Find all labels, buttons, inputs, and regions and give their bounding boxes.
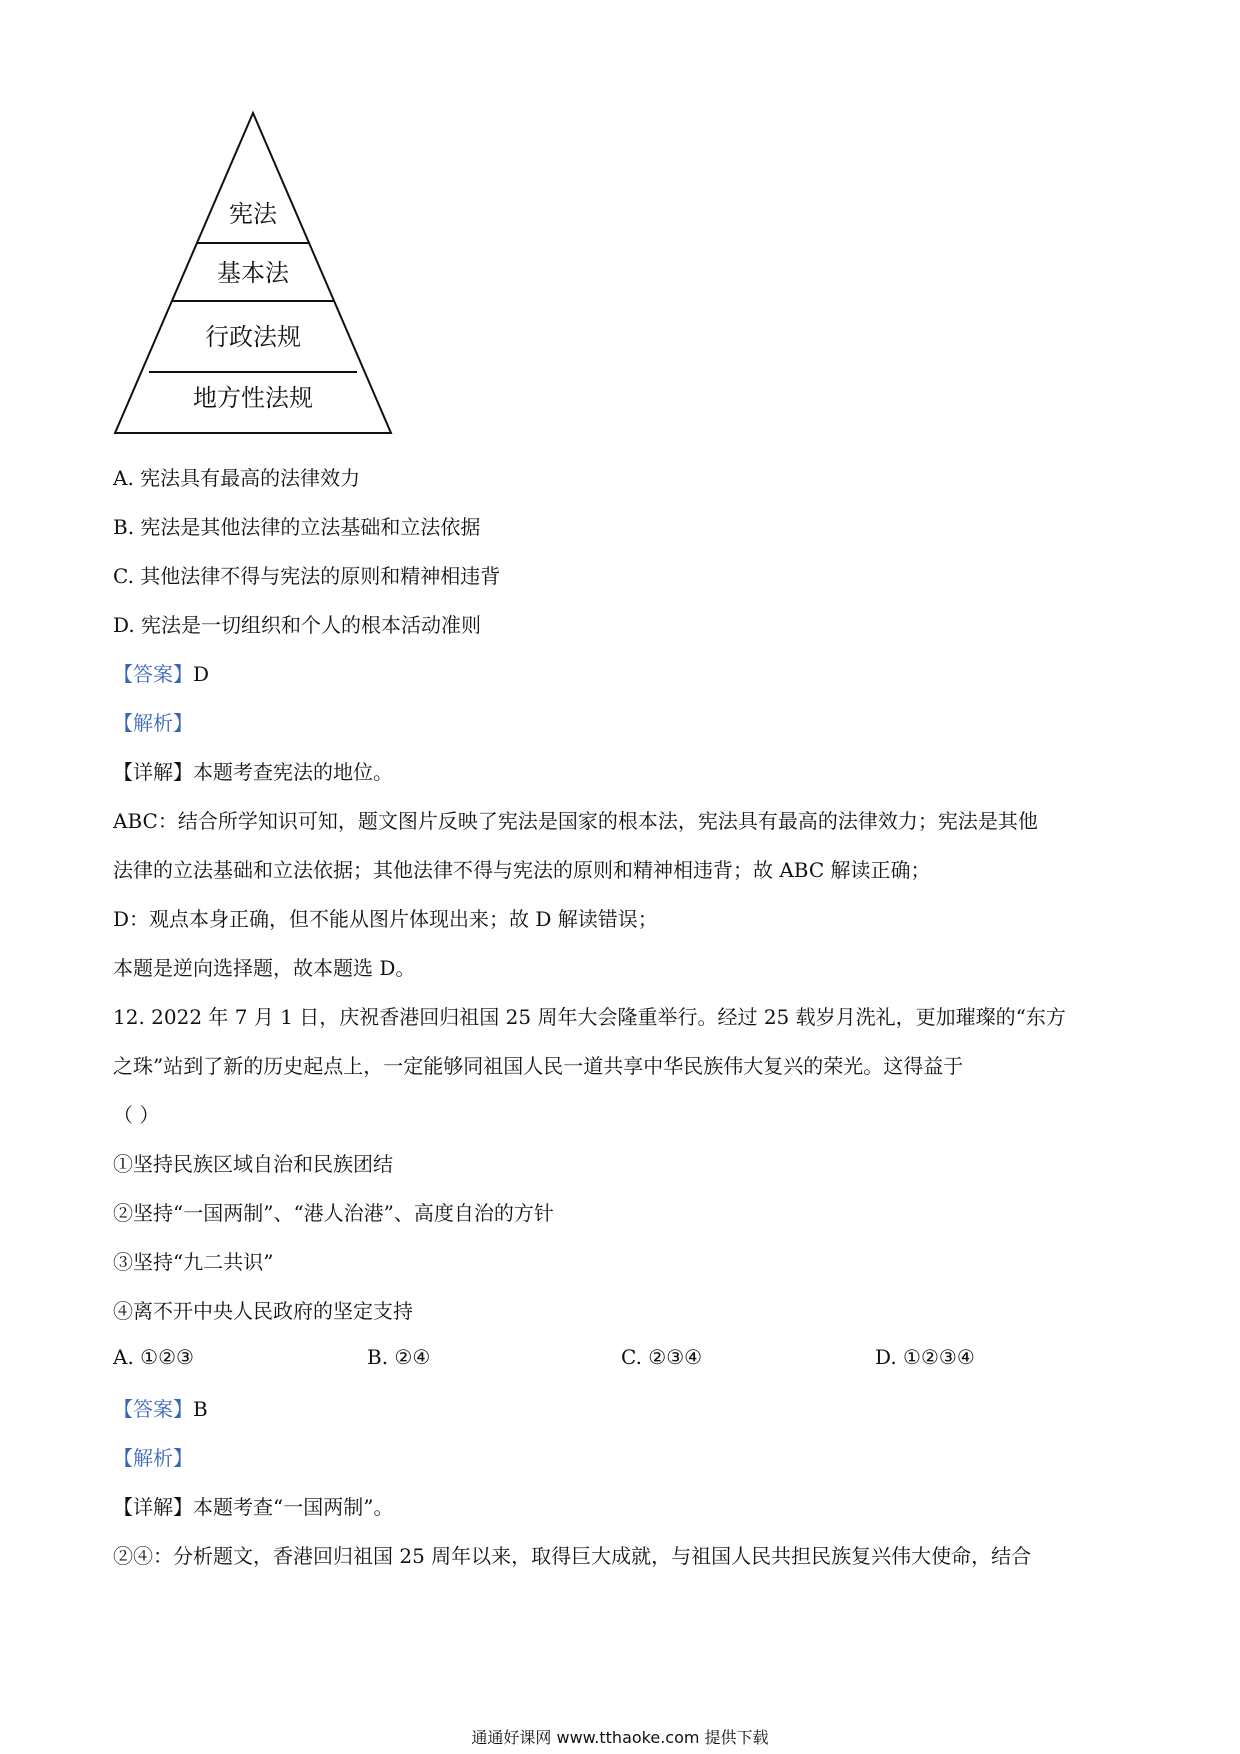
q11-option-d: D. 宪法是一切组织和个人的根本活动准则 bbox=[113, 613, 482, 637]
q12-detail-label: 【详解】 bbox=[113, 1495, 193, 1519]
q12-choices bbox=[113, 1345, 1013, 1375]
q12-answer bbox=[113, 1394, 208, 1424]
q11-detail-text: 本题考查宪法的地位。 bbox=[193, 760, 393, 784]
q12-answer-value: B bbox=[193, 1397, 208, 1421]
q11-detail bbox=[113, 757, 393, 787]
q12-stem-line-3: （ ） bbox=[113, 1103, 160, 1127]
q11-analysis-label: 【解析】 bbox=[113, 711, 193, 735]
q12-choice-d: D. ①②③④ bbox=[875, 1345, 975, 1369]
pyramid-level-basic-law: 基本法 bbox=[217, 259, 289, 287]
q12-answer-label: 【答案】 bbox=[113, 1397, 193, 1421]
q11-analysis bbox=[113, 708, 193, 738]
q12-statement-4: ④离不开中央人民政府的坚定支持 bbox=[113, 1299, 413, 1323]
q11-answer-value: D bbox=[193, 662, 210, 686]
q11-option-a: A. 宪法具有最高的法律效力 bbox=[113, 466, 361, 490]
q11-explanation-line-1: ABC：结合所学知识可知，题文图片反映了宪法是国家的根本法，宪法具有最高的法律效力；宪法是其他 bbox=[113, 809, 1038, 833]
q12-analysis-label: 【解析】 bbox=[113, 1446, 193, 1470]
q11-option-c: C. 其他法律不得与宪法的原则和精神相违背 bbox=[113, 564, 501, 588]
q11-answer-label: 【答案】 bbox=[113, 662, 193, 686]
law-hierarchy-pyramid bbox=[112, 110, 394, 440]
q12-choice-c: C. ②③④ bbox=[621, 1345, 703, 1369]
q12-stem-line-1: 12. 2022 年 7 月 1 日，庆祝香港回归祖国 25 周年大会隆重举行。经过 25 载岁月洗礼，更加璀璨的“东方 bbox=[113, 1005, 1066, 1029]
q11-explanation-line-2: 法律的立法基础和立法依据；其他法律不得与宪法的原则和精神相违背；故 ABC 解读正确； bbox=[113, 858, 931, 882]
q12-detail bbox=[113, 1492, 393, 1522]
q12-statement-2: ②坚持“一国两制”、“港人治港”、高度自治的方针 bbox=[113, 1201, 554, 1225]
q11-explanation-line-4: 本题是逆向选择题，故本题选 D。 bbox=[113, 956, 416, 980]
q11-option-b: B. 宪法是其他法律的立法基础和立法依据 bbox=[113, 515, 481, 539]
q12-choice-b: B. ②④ bbox=[367, 1345, 431, 1369]
pyramid-level-constitution: 宪法 bbox=[229, 200, 277, 228]
q12-statement-1: ①坚持民族区域自治和民族团结 bbox=[113, 1152, 393, 1176]
q11-explanation-line-3: D：观点本身正确，但不能从图片体现出来；故 D 解读错误； bbox=[113, 907, 658, 931]
pyramid-level-administrative-regulations: 行政法规 bbox=[205, 323, 301, 351]
q12-statement-3: ③坚持“九二共识” bbox=[113, 1250, 274, 1274]
q11-answer bbox=[113, 659, 209, 689]
q12-stem-line-2: 之珠”站到了新的历史起点上，一定能够同祖国人民一道共享中华民族伟大复兴的荣光。这得益于 bbox=[113, 1054, 964, 1078]
q12-choice-a: A. ①②③ bbox=[113, 1345, 194, 1369]
page-footer: 通通好课网 www.tthaoke.com 提供下载 bbox=[471, 1728, 769, 1747]
q12-analysis bbox=[113, 1443, 193, 1473]
q12-explanation-line-1: ②④：分析题文，香港回归祖国 25 周年以来，取得巨大成就，与祖国人民共担民族复兴伟大使命，结合 bbox=[113, 1544, 1032, 1568]
pyramid-level-local-regulations: 地方性法规 bbox=[193, 384, 313, 412]
q11-detail-label: 【详解】 bbox=[113, 760, 193, 784]
q12-detail-text: 本题考查“一国两制”。 bbox=[193, 1495, 394, 1519]
